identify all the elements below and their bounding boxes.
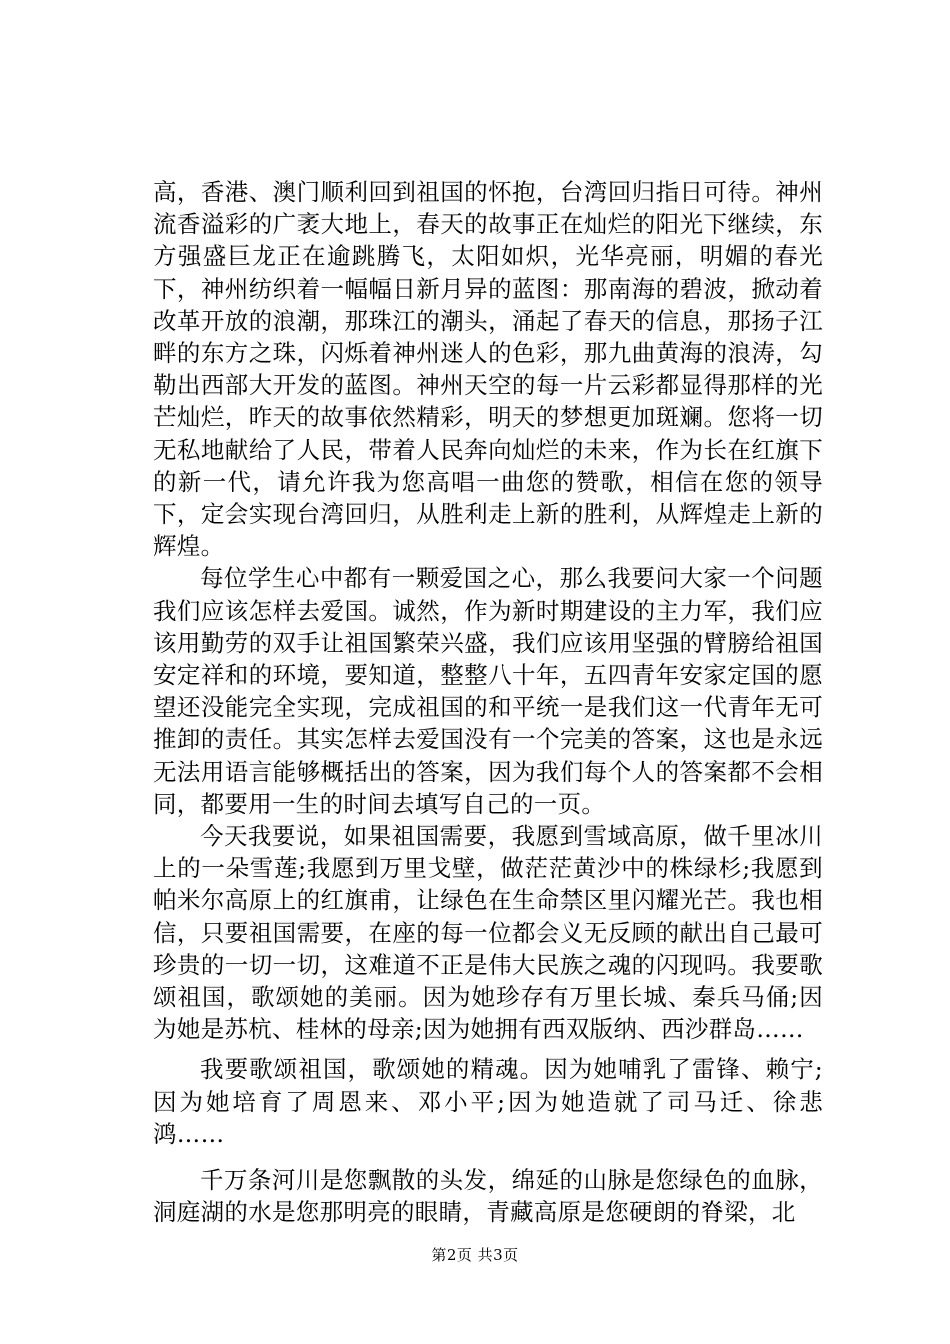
page-footer: 第2页 共3页 — [431, 1246, 519, 1264]
paragraph-1: 高，香港、澳门顺利回到祖国的怀抱，台湾回归指日可待。神州流香溢彩的广袤大地上，春天的故事正在灿烂的阳光下继续，东方强盛巨龙正在逾跳腾飞，太阳如炽，光华亮丽，明媚的春光下，神州纺织着一幅幅日新月异的蓝图：那南海的碧波，掀动着改革开放的浪潮，那珠江的潮头，涌起了春天的信息，那扬子江畔的东方之珠，闪烁着神州迷人的色彩，那九曲黄海的浪涛，勾勒出西部大开发的蓝图。神州天空的每一片云彩都显得那样的光芒灿烂，昨天的故事依然精彩，明天的梦想更加斑斓。您将一切无私地献给了人民，带着人民奔向灿烂的未来，作为长在红旗下的新一代，请允许我为您高唱一曲您的赞歌，相信在您的领导下，定会实现台湾回归，从胜利走上新的胜利，从辉煌走上新的辉煌。 — [153, 178, 823, 561]
paragraph-4: 我要歌颂祖国，歌颂她的精魂。因为她哺乳了雷锋、赖宁;因为她培育了周恩来、邓小平;因为她造就了司马迁、徐悲鸿…… — [153, 1055, 823, 1148]
document-body — [153, 176, 823, 1229]
paragraph-2: 每位学生心中都有一颗爱国之心，那么我要问大家一个问题我们应该怎样去爱国。诚然，作为新时期建设的主力军，我们应该用勤劳的双手让祖国繁荣兴盛，我们应该用坚强的臂膀给祖国安定祥和的环境，要知道，整整八十年，五四青年安家定国的愿望还没能完全实现，完成祖国的和平统一是我们这一代青年无可推卸的责任。其实怎样去爱国没有一个完美的答案，这也是永远无法用语言能够概括出的答案，因为我们每个人的答案都不会相同，都要用一生的时间去填写自己的一页。 — [153, 564, 823, 818]
paragraph-3: 今天我要说，如果祖国需要，我愿到雪域高原，做千里冰川上的一朵雪莲;我愿到万里戈壁，做茫茫黄沙中的株绿杉;我愿到帕米尔高原上的红旗甫，让绿色在生命禁区里闪耀光芒。我也相信，只要祖国需要，在座的每一位都会义无反顾的献出自己最可珍贵的一切一切，这难道不正是伟大民族之魂的闪现吗。我要歌颂祖国，歌颂她的美丽。因为她珍存有万里长城、秦兵马俑;因为她是苏杭、桂林的母亲;因为她拥有西双版纳、西沙群岛…… — [153, 822, 823, 1044]
paragraph-5: 千万条河川是您飘散的头发，绵延的山脉是您绿色的血脉，洞庭湖的水是您那明亮的眼睛，青藏高原是您硬朗的脊梁，北 — [153, 1166, 823, 1227]
